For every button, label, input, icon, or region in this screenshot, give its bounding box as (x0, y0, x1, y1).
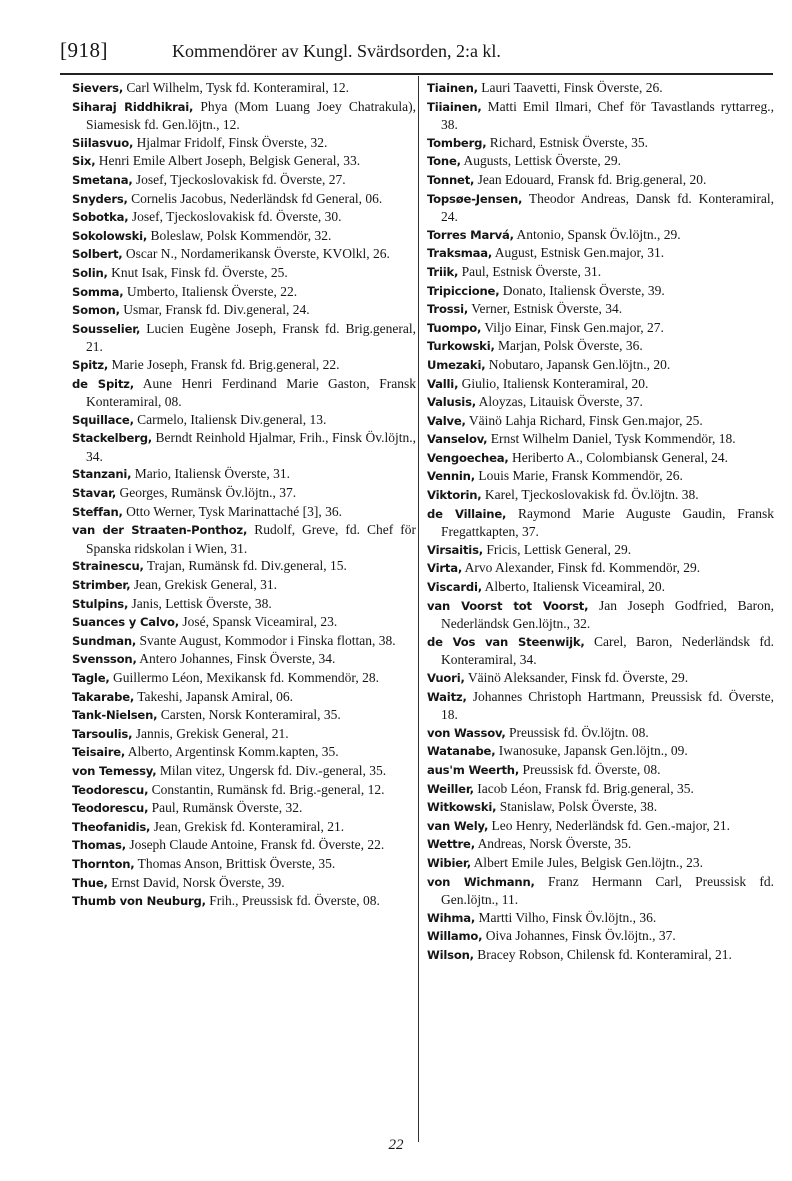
entry-surname: Tiiainen, (427, 99, 482, 114)
list-item (427, 798, 774, 817)
list-item (72, 134, 416, 153)
list-item (427, 633, 774, 669)
entry-surname: Vennin, (427, 469, 475, 484)
entry-surname: Stulpins, (72, 596, 129, 611)
list-item (72, 892, 416, 911)
entry-details: Heriberto A., Colombiansk General, 24. (511, 449, 728, 465)
entry-surname: Traksmaa, (427, 246, 493, 261)
list-item (427, 742, 774, 761)
entry-details: Theodor Andreas, Dansk fd. Konteramiral, 24. (441, 190, 774, 225)
entry-details: Umberto, Italiensk Överste, 22. (126, 283, 298, 299)
entry-surname: Tripiccione, (427, 283, 500, 298)
entry-surname: van Voorst tot Voorst, (427, 598, 589, 613)
entry-surname: Thumb von Neuburg, (72, 894, 206, 909)
entry-surname: Squillace, (72, 412, 134, 427)
entry-surname: Witkowski, (427, 800, 497, 815)
entry-details: Aune Henri Ferdinand Marie Gaston, Fransk Konteramiral, 08. (86, 375, 416, 410)
entry-details: Knut Isak, Finsk fd. Överste, 25. (111, 264, 288, 280)
entry-surname: Smetana, (72, 172, 133, 187)
entry-details: Albert Emile Jules, Belgisk Gen.löjtn., 23. (473, 854, 704, 870)
list-item (427, 226, 774, 245)
entry-surname: Tank-Nielsen, (72, 708, 158, 723)
list-item (72, 576, 416, 595)
list-item (427, 817, 774, 836)
list-item (427, 430, 774, 449)
entry-details: Iacob Léon, Fransk fd. Brig.general, 35. (477, 780, 694, 796)
entry-surname: Siilasvuo, (72, 135, 134, 150)
list-item (72, 521, 416, 557)
entry-details: Phya (Mom Luang Joey Chatrakula), Siamesisk fd. Gen.löjtn., 12. (86, 98, 416, 133)
entry-details: Oscar N., Nordamerikansk Överste, KVOlkl, 26. (125, 246, 390, 262)
entry-details: Josef, Tjeckoslovakisk fd. Överste, 30. (131, 209, 342, 225)
entry-details: Guillermo Léon, Mexikansk fd. Kommendör, 28. (112, 670, 379, 685)
list-item (72, 190, 416, 209)
list-item (427, 412, 774, 431)
entry-surname: van der Straaten-Ponthoz, (72, 523, 248, 538)
list-item (427, 541, 774, 560)
entry-details: Takeshi, Japansk Amiral, 06. (137, 688, 293, 704)
entry-surname: Viscardi, (427, 580, 482, 595)
entry-surname: Sundman, (72, 633, 137, 648)
entry-details: Alberto, Italiensk Viceamiral, 20. (484, 579, 665, 595)
entry-details: Johannes Christoph Hartmann, Preussisk fd. Överste, 18. (441, 688, 775, 723)
list-item (72, 320, 416, 356)
entry-details: Augusts, Lettisk Överste, 29. (463, 153, 621, 169)
entry-details: Martti Vilho, Finsk Öv.löjtn., 36. (478, 909, 657, 925)
entry-surname: Strainescu, (72, 559, 144, 574)
entry-details: Oiva Johannes, Finsk Öv.löjtn., 37. (485, 928, 676, 944)
list-item (427, 190, 774, 226)
list-item (427, 244, 774, 263)
entry-surname: aus'm Weerth, (427, 762, 520, 777)
list-item (72, 762, 416, 781)
entry-surname: Theofanidis, (72, 819, 151, 834)
entry-surname: Tagle, (72, 671, 110, 685)
entry-surname: Sievers, (72, 81, 124, 95)
list-item (72, 264, 416, 283)
entry-details: Frih., Preussisk fd. Överste, 08. (209, 893, 380, 909)
entry-surname: de Vos van Steenwijk, (427, 634, 585, 649)
list-item (72, 484, 416, 503)
list-item (427, 927, 774, 946)
entry-surname: Vuori, (427, 671, 465, 685)
list-item (427, 300, 774, 319)
list-item (72, 152, 416, 171)
list-item (427, 152, 774, 171)
list-item (72, 855, 416, 874)
entry-details: Carel, Baron, Nederländsk fd. Konteramiral, 34. (441, 633, 774, 668)
page-header (60, 38, 767, 68)
entry-details: Paul, Estnisk Överste, 31. (461, 263, 602, 279)
entry-surname: Thue, (72, 875, 108, 890)
page-title: Kommendörer av Kungl. Svärdsorden, 2:a kl. (172, 41, 501, 61)
entry-details: Preussisk fd. Öv.löjtn. 08. (508, 724, 649, 740)
entry-details: Thomas Anson, Brittisk Överste, 35. (137, 855, 336, 871)
list-item (427, 134, 774, 153)
list-item (72, 688, 416, 707)
entry-surname: Wettre, (427, 837, 475, 852)
entry-surname: Six, (72, 154, 96, 169)
entry-surname: Weiller, (427, 781, 474, 796)
list-item (427, 578, 774, 597)
entry-surname: Virta, (427, 561, 463, 576)
list-item (72, 650, 416, 669)
entry-surname: Tuompo, (427, 320, 482, 335)
entry-details: Boleslaw, Polsk Kommendör, 32. (150, 227, 332, 243)
entry-surname: Wihma, (427, 910, 476, 925)
entry-details: Usmar, Fransk fd. Div.general, 24. (123, 302, 310, 318)
entry-details: Väinö Aleksander, Finsk fd. Överste, 29. (467, 670, 689, 685)
entry-surname: Thomas, (72, 838, 126, 853)
entry-surname: von Wassov, (427, 725, 506, 740)
list-item (72, 429, 416, 465)
entry-surname: Steffan, (72, 504, 123, 519)
left-column (72, 79, 416, 911)
entry-details: Arvo Alexander, Finsk fd. Kommendör, 29. (464, 560, 701, 576)
entry-surname: Waitz, (427, 689, 467, 704)
list-item (72, 301, 416, 320)
list-item (427, 171, 774, 190)
entry-details: Henri Emile Albert Joseph, Belgisk General, 33. (98, 153, 361, 169)
page-number: 22 (388, 1137, 404, 1153)
list-item (427, 79, 774, 98)
list-item (427, 946, 774, 965)
list-item (427, 780, 774, 799)
list-item (72, 557, 416, 576)
entry-surname: Suances y Calvo, (72, 615, 179, 630)
entry-details: Joseph Claude Antoine, Fransk fd. Överste, 22. (129, 837, 385, 853)
entry-details: Hjalmar Fridolf, Finsk Överste, 32. (136, 134, 328, 150)
entry-surname: Valve, (427, 413, 466, 428)
entry-surname: Tomberg, (427, 135, 487, 150)
entry-details: Carl Wilhelm, Tysk fd. Konteramiral, 12. (126, 80, 350, 95)
header-rule (60, 73, 773, 75)
entry-details: Fricis, Lettisk General, 29. (486, 541, 632, 557)
entry-details: Bracey Robson, Chilensk fd. Konteramiral, 21. (477, 946, 732, 962)
entry-details: Lauri Taavetti, Finsk Överste, 26. (481, 80, 663, 95)
list-item (427, 337, 774, 356)
entry-surname: Triik, (427, 264, 459, 279)
entry-surname: von Wichmann, (427, 874, 535, 889)
entry-surname: Virsaitis, (427, 542, 483, 557)
entry-surname: von Temessy, (72, 763, 157, 778)
entry-surname: Viktorin, (427, 488, 482, 503)
list-item (427, 319, 774, 338)
entry-details: Preussisk fd. Överste, 08. (522, 761, 661, 777)
entry-details: Nobutaro, Japansk Gen.löjtn., 20. (488, 356, 671, 372)
entry-details: Milan vitez, Ungersk fd. Div.-general, 35. (159, 762, 387, 778)
list-item (427, 393, 774, 412)
entry-surname: Valusis, (427, 395, 476, 410)
entry-details: Paul, Rumänsk Överste, 32. (151, 800, 303, 816)
entry-details: Marjan, Polsk Överste, 36. (498, 338, 643, 354)
entry-details: Leo Henry, Nederländsk fd. Gen.-major, 21. (491, 817, 731, 833)
list-item (427, 835, 774, 854)
entry-surname: Solbert, (72, 247, 123, 262)
entry-surname: de Spitz, (72, 376, 134, 391)
list-item (427, 282, 774, 301)
entry-surname: Vanselov, (427, 432, 488, 447)
entry-surname: Watanabe, (427, 744, 496, 759)
entry-surname: Wibier, (427, 855, 471, 870)
entry-surname: Vengoechea, (427, 450, 509, 465)
entry-surname: Stackelberg, (72, 431, 153, 446)
entry-surname: Tone, (427, 154, 461, 169)
entry-details: Ernst David, Norsk Överste, 39. (111, 874, 285, 890)
entry-surname: Somma, (72, 284, 124, 299)
list-item (427, 356, 774, 375)
list-item (427, 505, 774, 541)
entry-details: Otto Werner, Tysk Marinattaché [3], 36. (126, 503, 342, 519)
entry-surname: Sokolowski, (72, 228, 148, 243)
list-item (427, 669, 774, 688)
list-item (72, 227, 416, 246)
entry-surname: Stanzani, (72, 467, 132, 482)
list-item (72, 375, 416, 411)
entry-details: Marie Joseph, Fransk fd. Brig.general, 22. (111, 356, 340, 372)
entry-details: Jean, Grekisk General, 31. (133, 577, 278, 593)
list-item (72, 98, 416, 134)
entry-details: Giulio, Italiensk Konteramiral, 20. (461, 375, 649, 391)
list-item (427, 873, 774, 909)
entry-details: Karel, Tjeckoslovakisk fd. Öv.löjtn. 38. (484, 487, 699, 503)
entry-details: Cornelis Jacobus, Nederländsk fd General, 06. (131, 190, 383, 206)
list-item (427, 375, 774, 394)
entry-surname: Trossi, (427, 302, 469, 317)
entry-surname: Willamo, (427, 929, 483, 944)
entry-details: Andreas, Norsk Överste, 35. (477, 836, 632, 852)
list-item (72, 613, 416, 632)
entry-surname: Thornton, (72, 856, 135, 871)
list-item (427, 854, 774, 873)
list-item (427, 449, 774, 468)
entry-surname: Topsøe-Jensen, (427, 191, 523, 206)
list-item (72, 781, 416, 800)
entry-details: Richard, Estnisk Överste, 35. (489, 134, 649, 150)
list-item (72, 669, 416, 688)
list-item (72, 245, 416, 264)
entry-details: August, Estnisk Gen.major, 31. (494, 245, 665, 261)
list-item (72, 874, 416, 893)
entry-surname: Solin, (72, 265, 108, 280)
entry-details: Mario, Italiensk Överste, 31. (134, 466, 290, 482)
entry-details: Matti Emil Ilmari, Chef för Tavastlands ryttarreg., 38. (441, 98, 774, 133)
entry-surname: Snyders, (72, 191, 128, 206)
list-item (72, 595, 416, 614)
entry-details: Alberto, Argentinsk Komm.kapten, 35. (127, 744, 339, 760)
entry-details: Trajan, Rumänsk fd. Div.general, 15. (146, 558, 347, 574)
list-item (427, 688, 774, 724)
list-item (427, 597, 774, 633)
entry-details: Franz Hermann Carl, Preussisk fd. Gen.löjtn., 11. (441, 873, 775, 908)
entry-details: Berndt Reinhold Hjalmar, Frih., Finsk Öv.löjtn., 34. (86, 430, 416, 464)
entry-surname: Teodorescu, (72, 782, 149, 797)
list-item (427, 909, 774, 928)
folio-number: [918] (60, 38, 108, 62)
entry-surname: Takarabe, (72, 689, 135, 704)
entry-surname: Tarsoulis, (72, 726, 133, 741)
entry-surname: Tiainen, (427, 81, 478, 95)
entry-details: Jean Edouard, Fransk fd. Brig.general, 20. (477, 171, 707, 187)
entry-surname: Torres Marvá, (427, 227, 514, 242)
entry-details: Jan Joseph Godfried, Baron, Nederländsk Gen.löjtn., 32. (441, 597, 775, 632)
entry-details: Louis Marie, Fransk Kommendör, 26. (478, 468, 683, 484)
entry-surname: Spitz, (72, 357, 109, 372)
entry-details: Carsten, Norsk Konteramiral, 35. (160, 707, 341, 723)
entry-surname: Stavar, (72, 486, 117, 501)
right-column (427, 79, 774, 965)
entry-details: Constantin, Rumänsk fd. Brig.-general, 12. (151, 781, 385, 797)
list-item (72, 171, 416, 190)
list-item (72, 836, 416, 855)
list-item (72, 208, 416, 227)
entry-surname: Strimber, (72, 578, 131, 593)
list-item (72, 706, 416, 725)
entry-details: Ernst Wilhelm Daniel, Tysk Kommendör, 18. (490, 431, 736, 447)
entry-surname: Umezaki, (427, 357, 486, 372)
entry-surname: Turkowski, (427, 339, 495, 354)
list-item (72, 465, 416, 484)
entry-details: Rudolf, Greve, fd. Chef för Spanska ridskolan i Wien, 31. (86, 522, 416, 556)
list-item (427, 467, 774, 486)
entry-surname: Sobotka, (72, 210, 129, 225)
entry-details: Svante August, Kommodor i Finska flottan, 38. (139, 632, 396, 648)
list-item (427, 761, 774, 780)
column-divider (418, 76, 419, 1142)
entry-details: Stanislaw, Polsk Överste, 38. (499, 799, 658, 815)
entry-details: Josef, Tjeckoslovakisk fd. Överste, 27. (135, 171, 346, 187)
entry-details: Verner, Estnisk Överste, 34. (471, 301, 623, 317)
entry-details: Raymond Marie Auguste Gaudin, Fransk Fregattkapten, 37. (441, 505, 774, 540)
entry-details: Janis, Lettisk Överste, 38. (131, 595, 272, 611)
entry-details: Jannis, Grekisk General, 21. (135, 725, 289, 741)
entry-details: Aloyzas, Litauisk Överste, 37. (478, 394, 643, 410)
list-item (72, 725, 416, 744)
list-item (72, 411, 416, 430)
entry-surname: Siharaj Riddhikrai, (72, 99, 194, 114)
entry-details: Antonio, Spansk Öv.löjtn., 29. (516, 226, 681, 242)
entry-details: Väinö Lahja Richard, Finsk Gen.major, 25. (468, 412, 703, 428)
entry-surname: de Villaine, (427, 506, 507, 521)
entry-surname: Tonnet, (427, 172, 475, 187)
entry-details: Iwanosuke, Japansk Gen.löjtn., 09. (498, 743, 688, 759)
entry-surname: Somon, (72, 303, 120, 318)
list-item (72, 356, 416, 375)
entry-details: José, Spansk Viceamiral, 23. (182, 614, 338, 630)
list-item (427, 263, 774, 282)
list-item (72, 79, 416, 98)
entry-surname: Valli, (427, 376, 459, 391)
entry-surname: van Wely, (427, 818, 489, 833)
list-item (427, 486, 774, 505)
list-item (427, 724, 774, 743)
list-item (72, 818, 416, 837)
entry-details: Antero Johannes, Finsk Överste, 34. (139, 651, 336, 667)
entry-details: Viljo Einar, Finsk Gen.major, 27. (484, 319, 664, 335)
entry-details: Jean, Grekisk fd. Konteramiral, 21. (153, 818, 345, 834)
list-item (427, 559, 774, 578)
list-item (72, 799, 416, 818)
list-item (72, 503, 416, 522)
list-item (72, 743, 416, 762)
entry-surname: Teodorescu, (72, 801, 149, 816)
entry-details: Lucien Eugène Joseph, Fransk fd. Brig.general, 21. (86, 320, 416, 355)
entry-details: Donato, Italiensk Överste, 39. (502, 282, 665, 298)
entry-details: Carmelo, Italiensk Div.general, 13. (137, 411, 327, 427)
list-item (427, 98, 774, 134)
entry-surname: Sousselier, (72, 321, 141, 336)
entry-surname: Teisaire, (72, 745, 126, 760)
list-item (72, 283, 416, 302)
list-item (72, 632, 416, 651)
entry-surname: Svensson, (72, 652, 137, 667)
entry-surname: Wilson, (427, 947, 474, 962)
entry-details: Georges, Rumänsk Öv.löjtn., 37. (119, 485, 297, 501)
